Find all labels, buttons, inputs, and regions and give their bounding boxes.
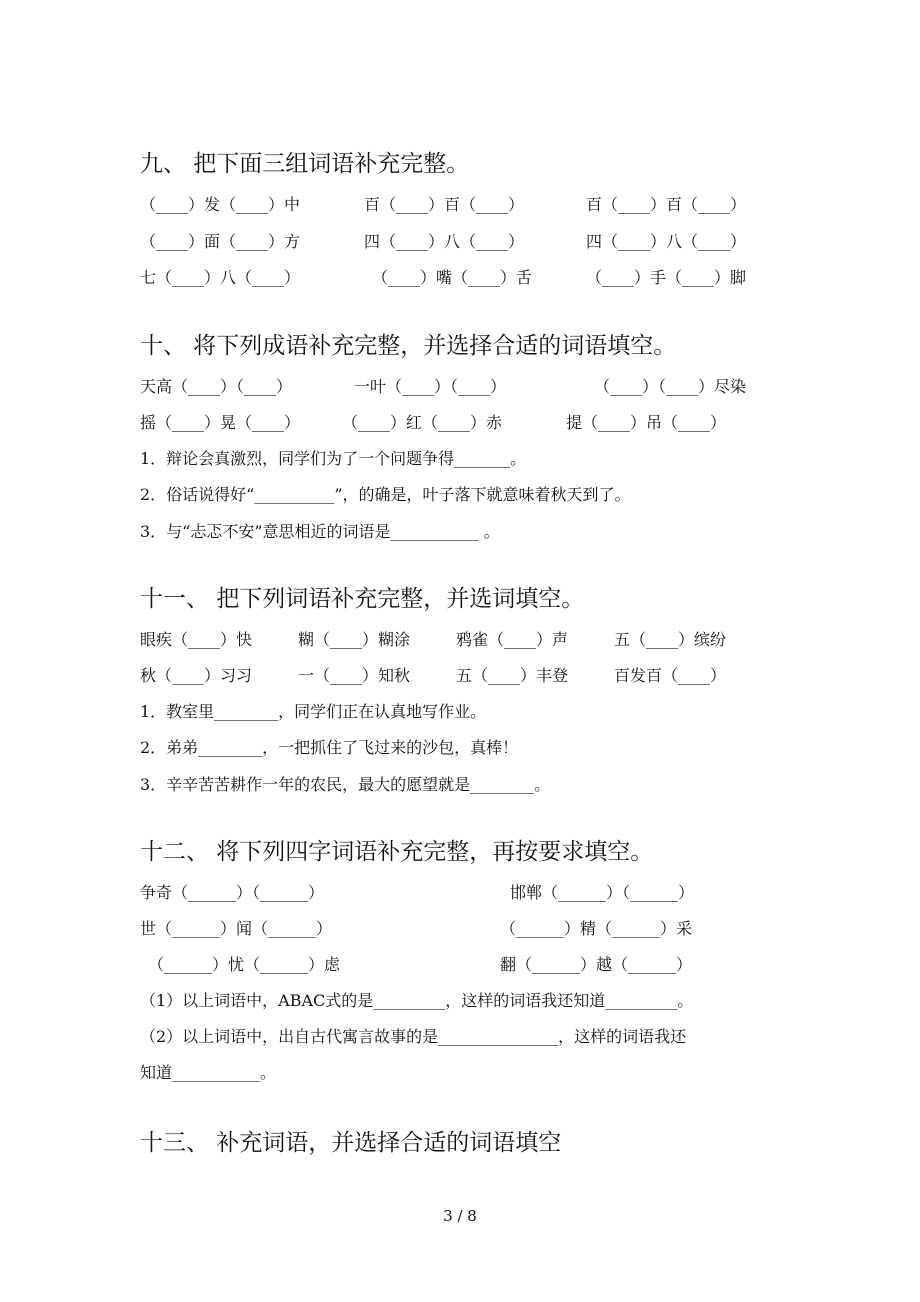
section-heading-13: 十三、 补充词语，并选择合适的词语填空 xyxy=(140,1130,562,1156)
word-item: （____）嘴（____）舌 xyxy=(372,268,533,287)
word-item: 百发百（____） xyxy=(614,666,727,685)
word-item: 世（______）闻（______） xyxy=(140,919,333,938)
fill-sentence: 2．俗话说得好“__________”，的确是，叶子落下就意味着秋天到了。 xyxy=(140,485,631,504)
word-item: 翻（______）越（______） xyxy=(500,955,693,974)
fill-sentence: 2．弟弟________，一把抓住了飞过来的沙包，真棒！ xyxy=(140,738,519,757)
fill-sentence: （1）以上词语中，ABAC式的是_________，这样的词语我还知道_________。 xyxy=(140,991,694,1010)
word-item: 秋（____）习习 xyxy=(140,666,253,685)
word-item: 摇（____）晃（____） xyxy=(140,413,301,432)
word-item: （____）红（____）赤 xyxy=(342,413,503,432)
word-item: 五（____）丰登 xyxy=(456,666,569,685)
word-item: （____）（____）尽染 xyxy=(594,377,747,396)
fill-sentence: 3．与“忐忑不安”意思相近的词语是___________ 。 xyxy=(140,522,500,541)
section-heading-12: 十二、 将下列四字词语补充完整，再按要求填空。 xyxy=(140,839,654,865)
word-item: 天高（____）（____） xyxy=(140,377,293,396)
word-item: 一叶（____）（____） xyxy=(354,377,507,396)
fill-sentence: 3．辛辛苦苦耕作一年的农民，最大的愿望就是________。 xyxy=(140,775,551,794)
word-item: 四（____）八（____） xyxy=(364,232,525,251)
word-item: 争奇（______）（______） xyxy=(140,883,325,902)
word-item: 七（____）八（____） xyxy=(140,268,301,287)
word-item: （______）忧（______）虑 xyxy=(148,955,341,974)
fill-sentence: 知道___________。 xyxy=(140,1063,277,1082)
word-item: 糊（____）糊涂 xyxy=(298,630,411,649)
fill-sentence: 1．辩论会真激烈，同学们为了一个问题争得_______。 xyxy=(140,449,527,468)
word-item: 鸦雀（____）声 xyxy=(456,630,569,649)
section-heading-9: 九、 把下面三组词语补充完整。 xyxy=(140,151,470,177)
word-item: 四（____）八（____） xyxy=(586,232,747,251)
word-item: （____）面（____）方 xyxy=(140,232,301,251)
fill-sentence: 1．教室里________，同学们正在认真地写作业。 xyxy=(140,702,487,721)
word-item: （____）发（____）中 xyxy=(140,195,301,214)
word-item: 百（____）百（____） xyxy=(586,195,747,214)
word-item: 邯郸（______）（______） xyxy=(510,883,695,902)
word-item: 一（____）知秋 xyxy=(298,666,411,685)
page-number: 3 / 8 xyxy=(443,1207,477,1225)
word-item: 眼疾（____）快 xyxy=(140,630,253,649)
section-heading-10: 十、 将下列成语补充完整，并选择合适的词语填空。 xyxy=(140,333,677,359)
fill-sentence: （2）以上词语中，出自古代寓言故事的是_______________，这样的词语我还 xyxy=(140,1027,687,1046)
section-heading-11: 十一、 把下列词语补充完整，并选词填空。 xyxy=(140,586,585,612)
word-item: （______）精（______）采 xyxy=(500,919,693,938)
word-item: 百（____）百（____） xyxy=(364,195,525,214)
word-item: 提（____）吊（____） xyxy=(566,413,727,432)
word-item: 五（____）缤纷 xyxy=(614,630,727,649)
word-item: （____）手（____）脚 xyxy=(586,268,747,287)
